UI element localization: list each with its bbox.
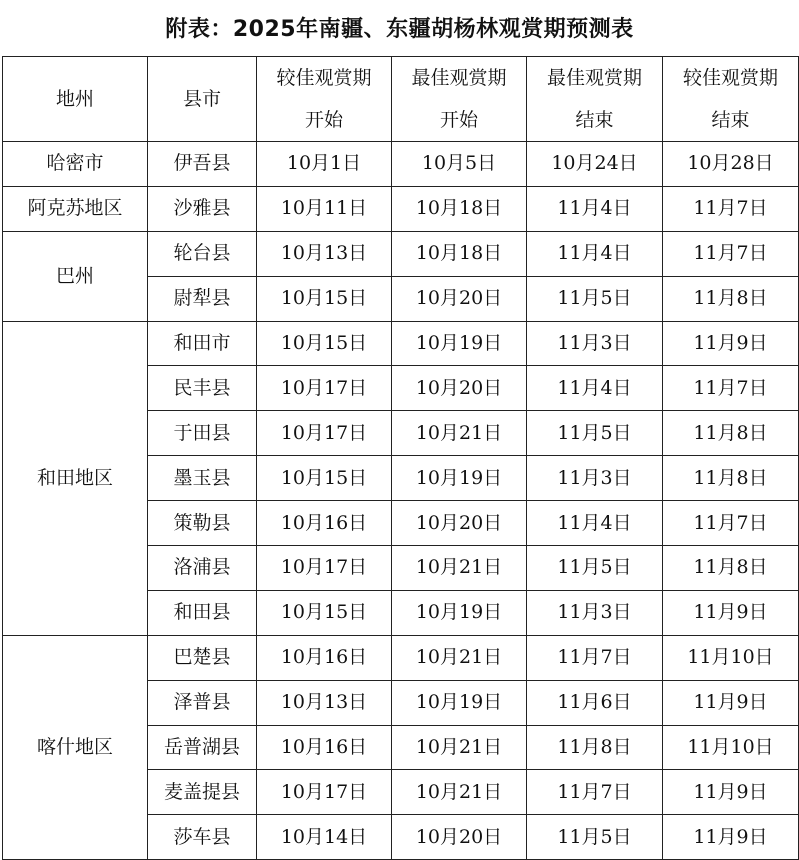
header-best-start [392,57,527,142]
header-county: 县市 [148,57,257,142]
region-cell: 哈密市 [3,142,148,187]
good-start-cell: 10月17日 [257,411,392,456]
best-start-cell: 10月20日 [392,501,527,546]
best-start-cell: 10月21日 [392,635,527,680]
good-end-cell: 11月7日 [663,231,799,276]
table-row [3,231,799,276]
region-cell: 喀什地区 [3,635,148,859]
county-cell: 岳普湖县 [148,725,257,770]
best-end-cell: 11月3日 [527,321,663,366]
good-end-cell: 11月8日 [663,276,799,321]
best-start-cell: 10月21日 [392,546,527,591]
header-good-end-line2: 结束 [711,109,750,131]
good-start-cell: 10月16日 [257,501,392,546]
county-cell: 墨玉县 [148,456,257,501]
county-cell: 沙雅县 [148,186,257,231]
table-row [3,142,799,187]
header-best-start-line2: 开始 [439,109,478,131]
best-start-cell: 10月5日 [392,142,527,187]
best-start-cell: 10月20日 [392,276,527,321]
best-end-cell: 11月3日 [527,590,663,635]
best-end-cell: 11月4日 [527,366,663,411]
header-best-end-line2: 结束 [575,109,614,131]
best-start-cell: 10月21日 [392,770,527,815]
best-start-cell: 10月18日 [392,231,527,276]
best-end-cell: 11月8日 [527,725,663,770]
county-cell: 民丰县 [148,366,257,411]
county-cell: 麦盖提县 [148,770,257,815]
good-end-cell: 11月9日 [663,680,799,725]
header-best-end [527,57,663,142]
good-start-cell: 10月17日 [257,770,392,815]
best-end-cell: 10月24日 [527,142,663,187]
header-good-end-line1: 较佳观赏期 [682,67,778,89]
best-start-cell: 10月21日 [392,725,527,770]
good-start-cell: 10月17日 [257,546,392,591]
best-end-cell: 11月5日 [527,546,663,591]
best-start-cell: 10月19日 [392,590,527,635]
county-cell: 尉犁县 [148,276,257,321]
good-end-cell: 11月9日 [663,815,799,860]
best-end-cell: 11月4日 [527,231,663,276]
good-end-cell: 11月9日 [663,321,799,366]
table-row [3,635,799,680]
good-start-cell: 10月17日 [257,366,392,411]
good-start-cell: 10月13日 [257,680,392,725]
best-end-cell: 11月5日 [527,276,663,321]
best-end-cell: 11月4日 [527,501,663,546]
header-good-start-line2: 开始 [304,109,343,131]
best-start-cell: 10月21日 [392,411,527,456]
viewing-period-table [2,56,799,860]
good-end-cell: 11月9日 [663,590,799,635]
good-start-cell: 10月16日 [257,725,392,770]
good-end-cell: 11月7日 [663,366,799,411]
county-cell: 于田县 [148,411,257,456]
county-cell: 巴楚县 [148,635,257,680]
good-end-cell: 11月8日 [663,411,799,456]
header-good-start [257,57,392,142]
good-end-cell: 11月7日 [663,501,799,546]
good-end-cell: 11月10日 [663,635,799,680]
header-region: 地州 [3,57,148,142]
table-row [3,186,799,231]
good-start-cell: 10月11日 [257,186,392,231]
good-end-cell: 11月8日 [663,456,799,501]
county-cell: 和田市 [148,321,257,366]
header-good-start-line1: 较佳观赏期 [276,67,372,89]
best-end-cell: 11月7日 [527,770,663,815]
county-cell: 莎车县 [148,815,257,860]
good-end-cell: 11月8日 [663,546,799,591]
page-title: 附表：2025年南疆、东疆胡杨林观赏期预测表 [165,16,634,42]
county-cell: 洛浦县 [148,546,257,591]
good-start-cell: 10月15日 [257,456,392,501]
header-good-end [663,57,799,142]
county-cell: 和田县 [148,590,257,635]
good-start-cell: 10月15日 [257,276,392,321]
best-end-cell: 11月4日 [527,186,663,231]
best-start-cell: 10月19日 [392,321,527,366]
county-cell: 策勒县 [148,501,257,546]
good-start-cell: 10月15日 [257,321,392,366]
good-end-cell: 11月7日 [663,186,799,231]
good-start-cell: 10月16日 [257,635,392,680]
region-cell: 和田地区 [3,321,148,635]
good-start-cell: 10月1日 [257,142,392,187]
table-row [3,321,799,366]
best-end-cell: 11月5日 [527,411,663,456]
header-row [3,57,799,142]
best-end-cell: 11月3日 [527,456,663,501]
best-start-cell: 10月20日 [392,815,527,860]
best-start-cell: 10月20日 [392,366,527,411]
best-start-cell: 10月19日 [392,680,527,725]
good-start-cell: 10月15日 [257,590,392,635]
header-best-end-line1: 最佳观赏期 [546,67,642,89]
best-end-cell: 11月7日 [527,635,663,680]
county-cell: 轮台县 [148,231,257,276]
best-end-cell: 11月5日 [527,815,663,860]
region-cell: 阿克苏地区 [3,186,148,231]
best-start-cell: 10月19日 [392,456,527,501]
county-cell: 泽普县 [148,680,257,725]
header-best-start-line1: 最佳观赏期 [411,67,507,89]
best-end-cell: 11月6日 [527,680,663,725]
good-end-cell: 11月10日 [663,725,799,770]
county-cell: 伊吾县 [148,142,257,187]
region-cell: 巴州 [3,231,148,321]
good-start-cell: 10月13日 [257,231,392,276]
good-end-cell: 10月28日 [663,142,799,187]
good-start-cell: 10月14日 [257,815,392,860]
good-end-cell: 11月9日 [663,770,799,815]
best-start-cell: 10月18日 [392,186,527,231]
